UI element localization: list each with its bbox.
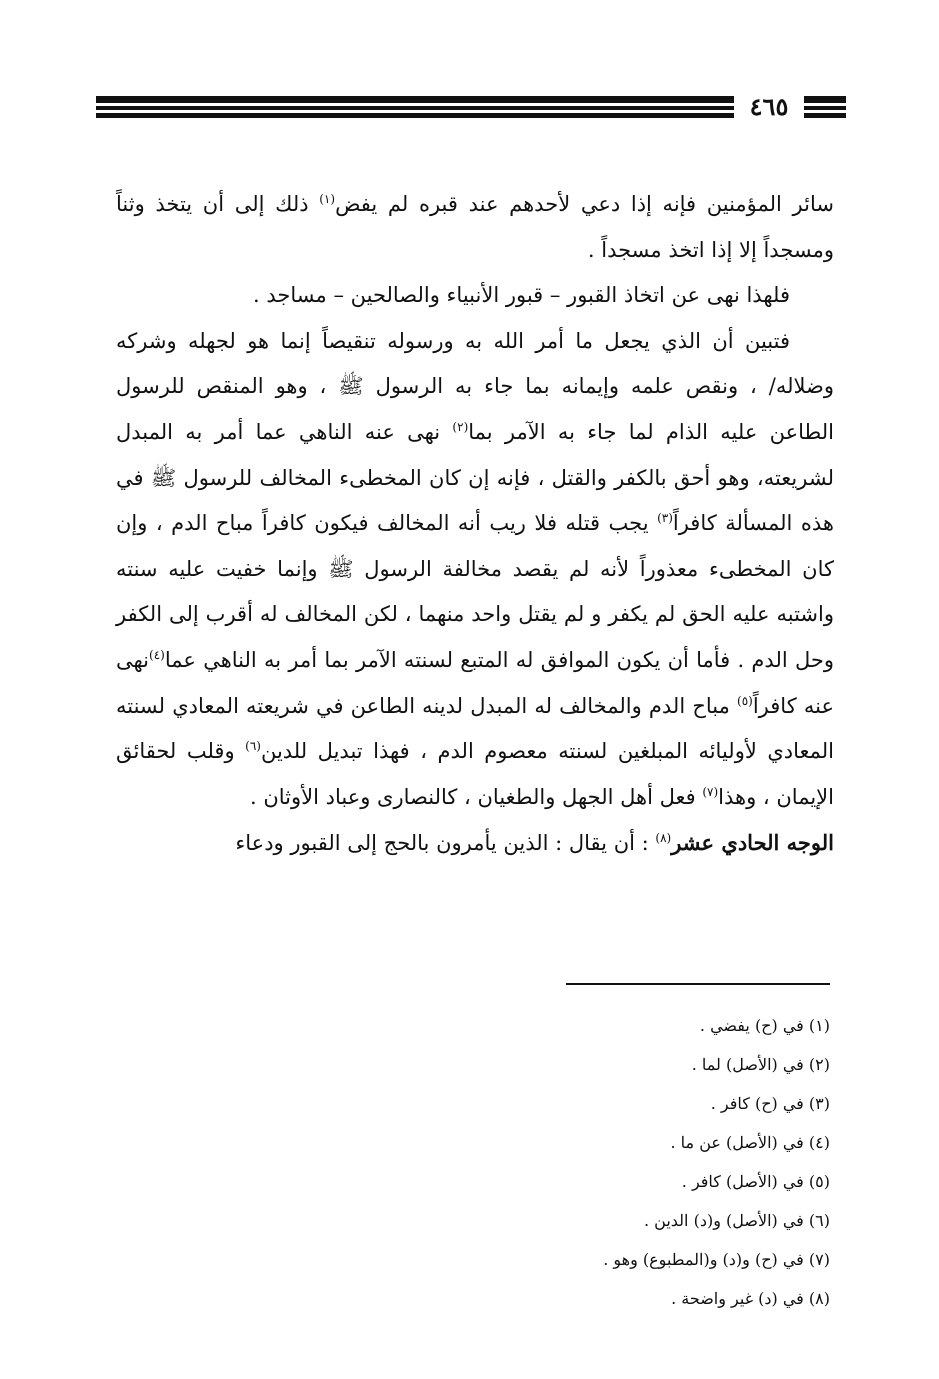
text-run: نهى عنه كافراً [116, 647, 834, 718]
text-run: نهى عنه الناهي عما أمر به المبدل لشريعته، وهو أحق بالكفر والقتل ، فإنه إن كان المخطىء المخالف للرسول ﷺ في هذه المسألة كافراً [116, 419, 834, 536]
paragraph-3 [116, 319, 834, 821]
footnote-ref: (٧) [702, 784, 719, 799]
text-run: فعل أهل الجهل والطغيان ، كالنصارى وعباد الأوثان . [249, 784, 703, 809]
footnotes [360, 1006, 830, 1318]
main-text [116, 182, 834, 867]
footnote-ref: (٣) [657, 511, 673, 526]
text-run: فتبين أن الذي يجعل ما أمر الله به ورسوله تنقيصاً إنما هو لجهله وشركه وضلاله/ ، ونقص علمه وإيمانه بما جاء به الرسول ﷺ ، وهو المنقص للرسول الطاعن عليه الذام لما جاء به الآمر بما [116, 328, 834, 444]
section-heading: الوجه الحادي عشر [671, 830, 834, 856]
paragraph-2: فلهذا نهى عن اتخاذ القبور – قبور الأنبياء والصالحين – مساجد . [253, 283, 790, 308]
footnote: (٤) في (الأصل) عن ما . [670, 1133, 830, 1152]
header-rule-line [804, 113, 846, 118]
header-rule-line [804, 96, 846, 103]
footnote: (٥) في (الأصل) كافر . [681, 1172, 830, 1191]
footnote: (٨) في (د) غير واضحة . [671, 1289, 830, 1308]
footnote-ref: (٨) [655, 831, 672, 846]
header-rule-line [96, 96, 734, 103]
page-header [96, 92, 846, 126]
footnote-ref: (٦) [245, 739, 261, 754]
text-run: مباح الدم والمخالف له المبدل لدينه الطاعن في شريعته المعادي لسنته المعادي لأوليائه المبلغين لسنته معصوم الدم ، فهذا تبديل للدين [116, 693, 835, 764]
footnote: (٢) في (الأصل) لما . [691, 1055, 830, 1074]
footnote-ref: (٢) [452, 419, 469, 434]
header-rule-line [804, 106, 846, 110]
footnote-ref: (١) [319, 192, 336, 206]
paragraph-4 [116, 820, 834, 867]
text-run: وقلب لحقائق الإيمان ، وهذا [116, 739, 834, 809]
footnote: (٧) في (ح) و(د) و(المطبوع) وهو . [603, 1250, 830, 1269]
text-run: ذلك إلى أن يتخذ وثناً ومسجداً إلا إذا اتخذ مسجداً . [116, 192, 834, 262]
paragraph-1 [116, 182, 834, 273]
text-run: : أن يقال : الذين يأمرون بالحج إلى القبور ودعاء [235, 831, 656, 856]
text-run: سائر المؤمنين فإنه إذا دعي لأحدهم عند قبره لم يفض [335, 192, 834, 216]
footnote: (٦) في (الأصل) و(د) الدين . [643, 1211, 830, 1230]
header-rule-line [96, 113, 734, 118]
footnote: (١) في (ح) يفضي . [699, 1016, 830, 1035]
header-rule-right [804, 96, 846, 122]
footnote-ref: (٤) [149, 647, 165, 662]
footnote-separator [566, 983, 830, 985]
footnote-ref: (٥) [737, 693, 753, 708]
text-run: يجب قتله فلا ريب أنه المخالف فيكون كافراً مباح الدم ، وإن كان المخطىء معذوراً لأنه لم يقصد مخالفة الرسول ﷺ وإنما خفيت عليه سنته واشتبه عليه الحق لم يكفر و لم يقتل واحد منهما ، لكن المخالف له أقرب إلى الكفر وحل الدم . فأما أن يكون الموافق له المتبع لسنته الآمر بما أمر به الناهي عما [116, 511, 834, 672]
footnote: (٣) في (ح) كافر . [710, 1094, 830, 1113]
page-number: ٤٦٥ [749, 92, 789, 121]
header-rule-line [96, 106, 734, 110]
header-rule-left [96, 96, 734, 122]
